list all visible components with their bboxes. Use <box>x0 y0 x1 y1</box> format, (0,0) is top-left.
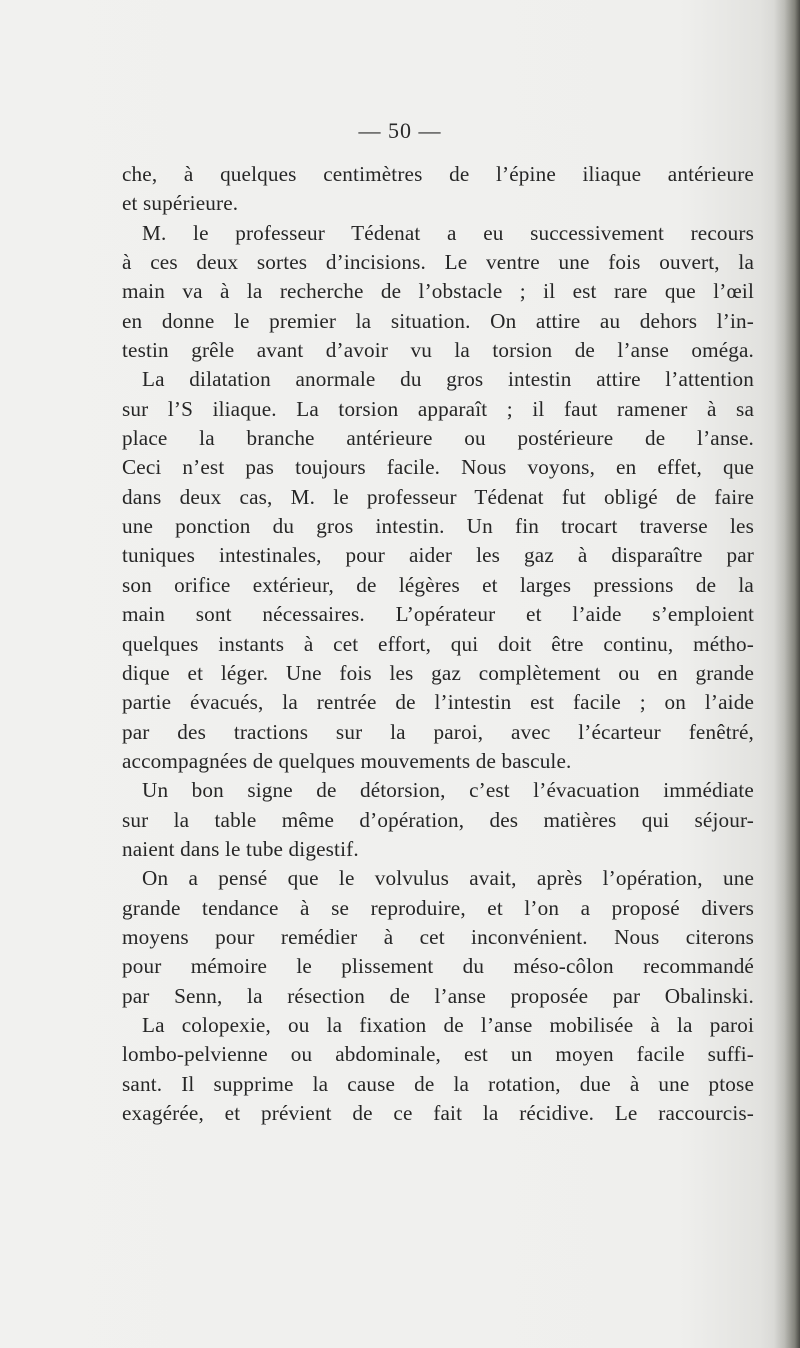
text-line: exagérée, et prévient de ce fait la récidive. Le raccourcis- <box>122 1101 754 1125</box>
page-edge-shadow <box>774 0 800 1348</box>
text-line: naient dans le tube digestif. <box>122 836 359 861</box>
text-line: partie évacués, la rentrée de l’intestin est facile ; on l’aide <box>122 690 754 715</box>
text-line: testin grêle avant d’avoir vu la torsion de l’anse oméga. <box>122 338 754 363</box>
text-line: main va à la recherche de l’obstacle ; il est rare que l’œil <box>122 279 754 304</box>
text-line: grande tendance à se reproduire, et l’on a proposé divers <box>122 895 754 920</box>
text-line: par Senn, la résection de l’anse proposée par Obalinski. <box>122 983 754 1008</box>
text-line: main sont nécessaires. L’opérateur et l’aide s’emploient <box>122 602 754 627</box>
text-line: La dilatation anormale du gros intestin attire l’attention <box>142 367 754 392</box>
page-number: — 50 — <box>358 118 442 143</box>
text-line: pour mémoire le plissement du méso-côlon recommandé <box>122 954 754 979</box>
text-line: place la branche antérieure ou postérieure de l’anse. <box>122 426 754 451</box>
text-line: quelques instants à cet effort, qui doit être continu, métho- <box>122 631 754 656</box>
text-line: et supérieure. <box>122 191 239 216</box>
text-line: à ces deux sortes d’incisions. Le ventre une fois ouvert, la <box>122 250 754 275</box>
text-line: par des tractions sur la paroi, avec l’écarteur fenêtré, <box>122 719 754 744</box>
text-line: moyens pour remédier à cet inconvénient. Nous citerons <box>122 924 754 949</box>
text-line: une ponction du gros intestin. Un fin trocart traverse les <box>122 514 754 539</box>
text-line: dans deux cas, M. le professeur Tédenat fut obligé de faire <box>122 484 754 509</box>
text-line: dique et léger. Une fois les gaz complètement ou en grande <box>122 660 754 685</box>
text-line: accompagnées de quelques mouvements de bascule. <box>122 748 572 773</box>
text-line: Un bon signe de détorsion, c’est l’évacuation immédiate <box>142 778 754 803</box>
text-line: On a pensé que le volvulus avait, après l’opération, une <box>142 866 754 891</box>
text-line: M. le professeur Tédenat a eu successivement recours <box>142 220 754 245</box>
text-line: che, à quelques centimètres de l’épine iliaque antérieure <box>122 162 754 186</box>
text-line: sur l’S iliaque. La torsion apparaît ; il faut ramener à sa <box>122 396 754 421</box>
text-line: sur la table même d’opération, des matières qui séjour- <box>122 807 754 832</box>
text-line: son orifice extérieur, de légères et larges pressions de la <box>122 572 754 597</box>
text-line: en donne le premier la situation. On attire au dehors l’in- <box>122 308 754 333</box>
text-line: Ceci n’est pas toujours facile. Nous voyons, en effet, que <box>122 455 754 480</box>
text-line: lombo-pelvienne ou abdominale, est un moyen facile suffi- <box>122 1042 754 1067</box>
body-text <box>122 160 754 1128</box>
text-line: sant. Il supprime la cause de la rotation, due à une ptose <box>122 1071 754 1096</box>
text-line: La colopexie, ou la fixation de l’anse mobilisée à la paroi <box>142 1012 754 1037</box>
text-line: tuniques intestinales, pour aider les gaz à disparaître par <box>122 543 754 568</box>
